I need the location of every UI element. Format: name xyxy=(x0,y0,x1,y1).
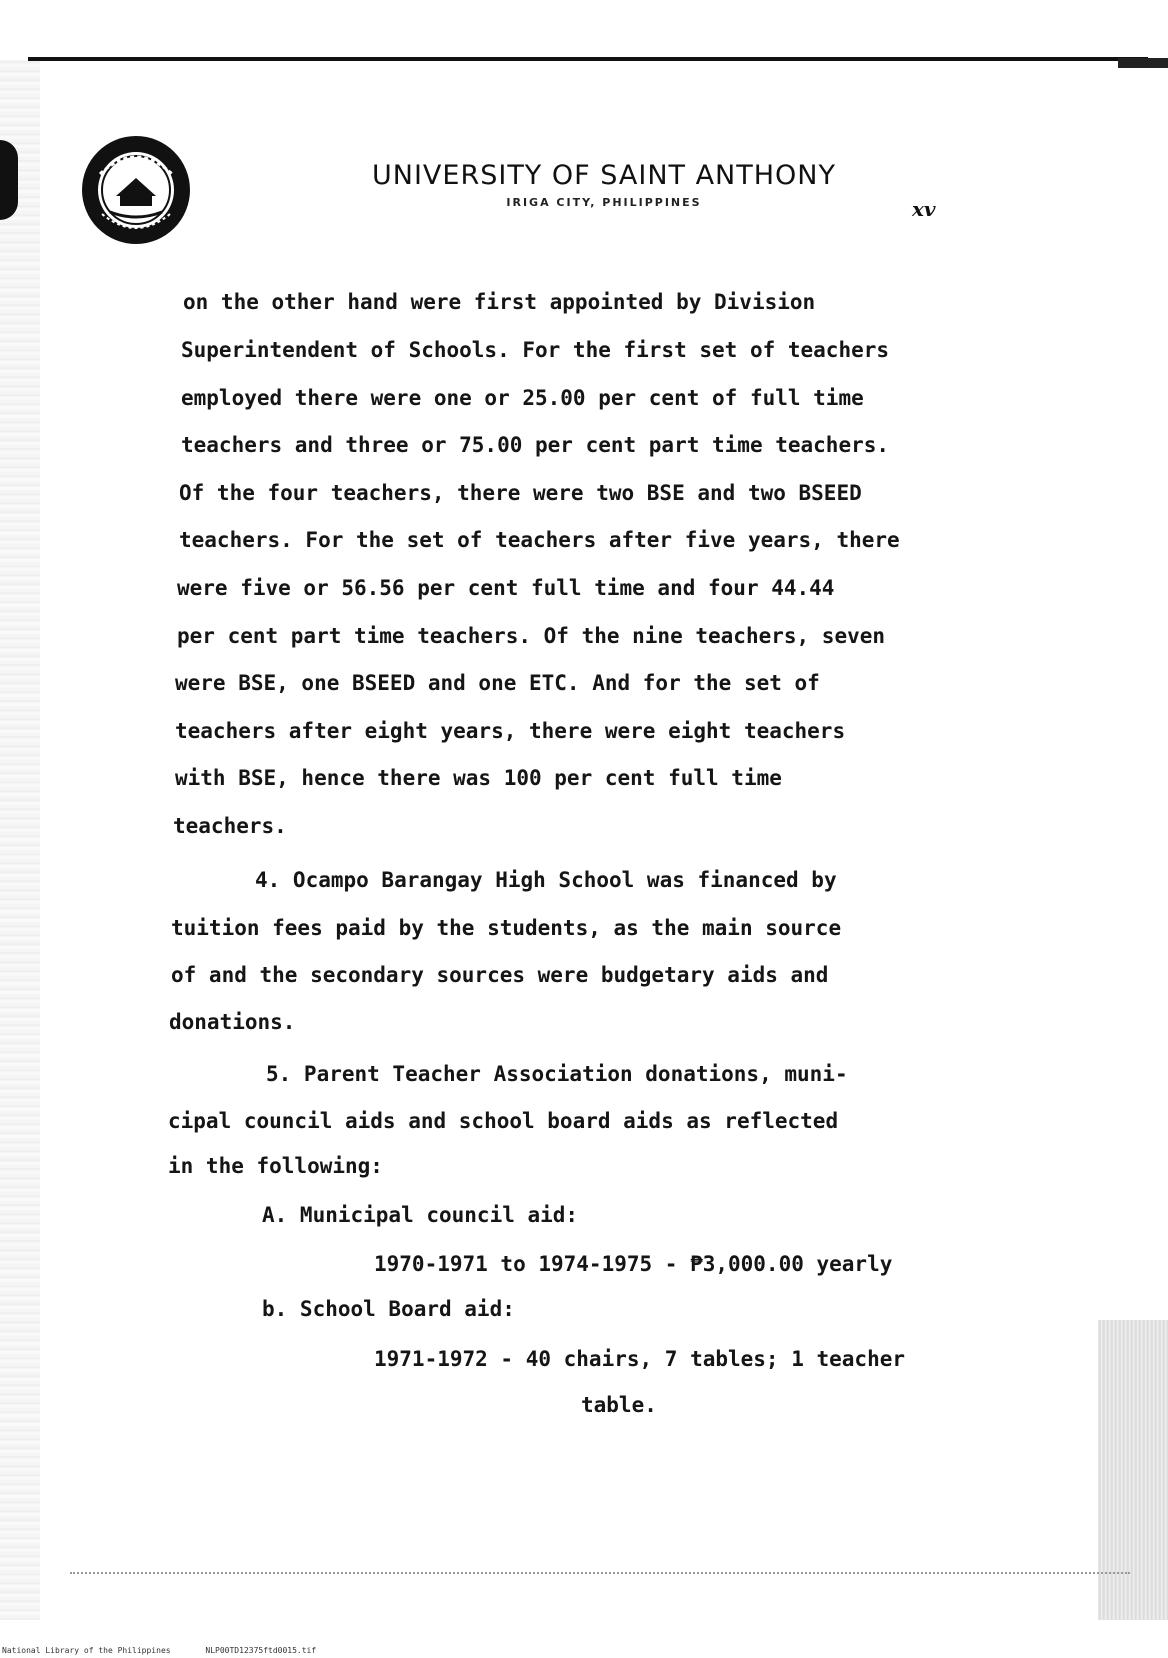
body-line: Superintendent of Schools. For the first set of teachers xyxy=(181,338,890,362)
bottom-rule xyxy=(70,1572,1130,1576)
body-line: donations. xyxy=(169,1010,296,1034)
top-rule-corner xyxy=(1118,58,1168,68)
body-line: b. School Board aid: xyxy=(262,1297,515,1321)
body-line: A. Municipal council aid: xyxy=(262,1203,579,1227)
body-line: teachers. For the set of teachers after five years, there xyxy=(179,528,900,552)
body-line: were five or 56.56 per cent full time and four 44.44 xyxy=(177,576,835,600)
body-line: cipal council aids and school board aids as reflected xyxy=(168,1109,839,1133)
body-line: in the following: xyxy=(168,1154,383,1178)
body-line: 1971-1972 - 40 chairs, 7 tables; 1 teacher xyxy=(374,1347,906,1371)
body-line: on the other hand were first appointed by Division xyxy=(183,290,816,314)
body-line: table. xyxy=(581,1393,657,1417)
body-line: with BSE, hence there was 100 per cent full time xyxy=(175,766,782,790)
body-line: employed there were one or 25.00 per cent of full time xyxy=(181,386,864,410)
scan-footer xyxy=(2,1646,346,1655)
body-line: 4. Ocampo Barangay High School was financed by xyxy=(255,868,837,892)
body-line: 1970-1971 to 1974-1975 - ₱3,000.00 yearly xyxy=(374,1252,893,1276)
institution-location: IRIGA CITY, PHILIPPINES xyxy=(506,196,702,209)
institution-title: UNIVERSITY OF SAINT ANTHONY xyxy=(372,160,836,191)
page-number: xv xyxy=(912,197,936,221)
body-line: tuition fees paid by the students, as the main source xyxy=(171,916,842,940)
body-line: teachers after eight years, there were eight teachers xyxy=(175,719,846,743)
body-line: were BSE, one BSEED and one ETC. And for the set of xyxy=(175,671,820,695)
body-line: 5. Parent Teacher Association donations, muni- xyxy=(266,1062,848,1086)
top-rule xyxy=(28,57,1148,61)
body-line: teachers. xyxy=(173,814,287,838)
footer-file: NLP00TD12375ftd0015.tif xyxy=(205,1646,317,1655)
body-line: Of the four teachers, there were two BSE and two BSEED xyxy=(179,481,862,505)
scan-left-edge xyxy=(0,60,40,1620)
footer-library: National Library of the Philippines xyxy=(2,1646,171,1655)
body-line: of and the secondary sources were budgetary aids and xyxy=(171,963,829,987)
body-line: teachers and three or 75.00 per cent part time teachers. xyxy=(181,433,890,457)
body-line: per cent part time teachers. Of the nine teachers, seven xyxy=(177,624,886,648)
